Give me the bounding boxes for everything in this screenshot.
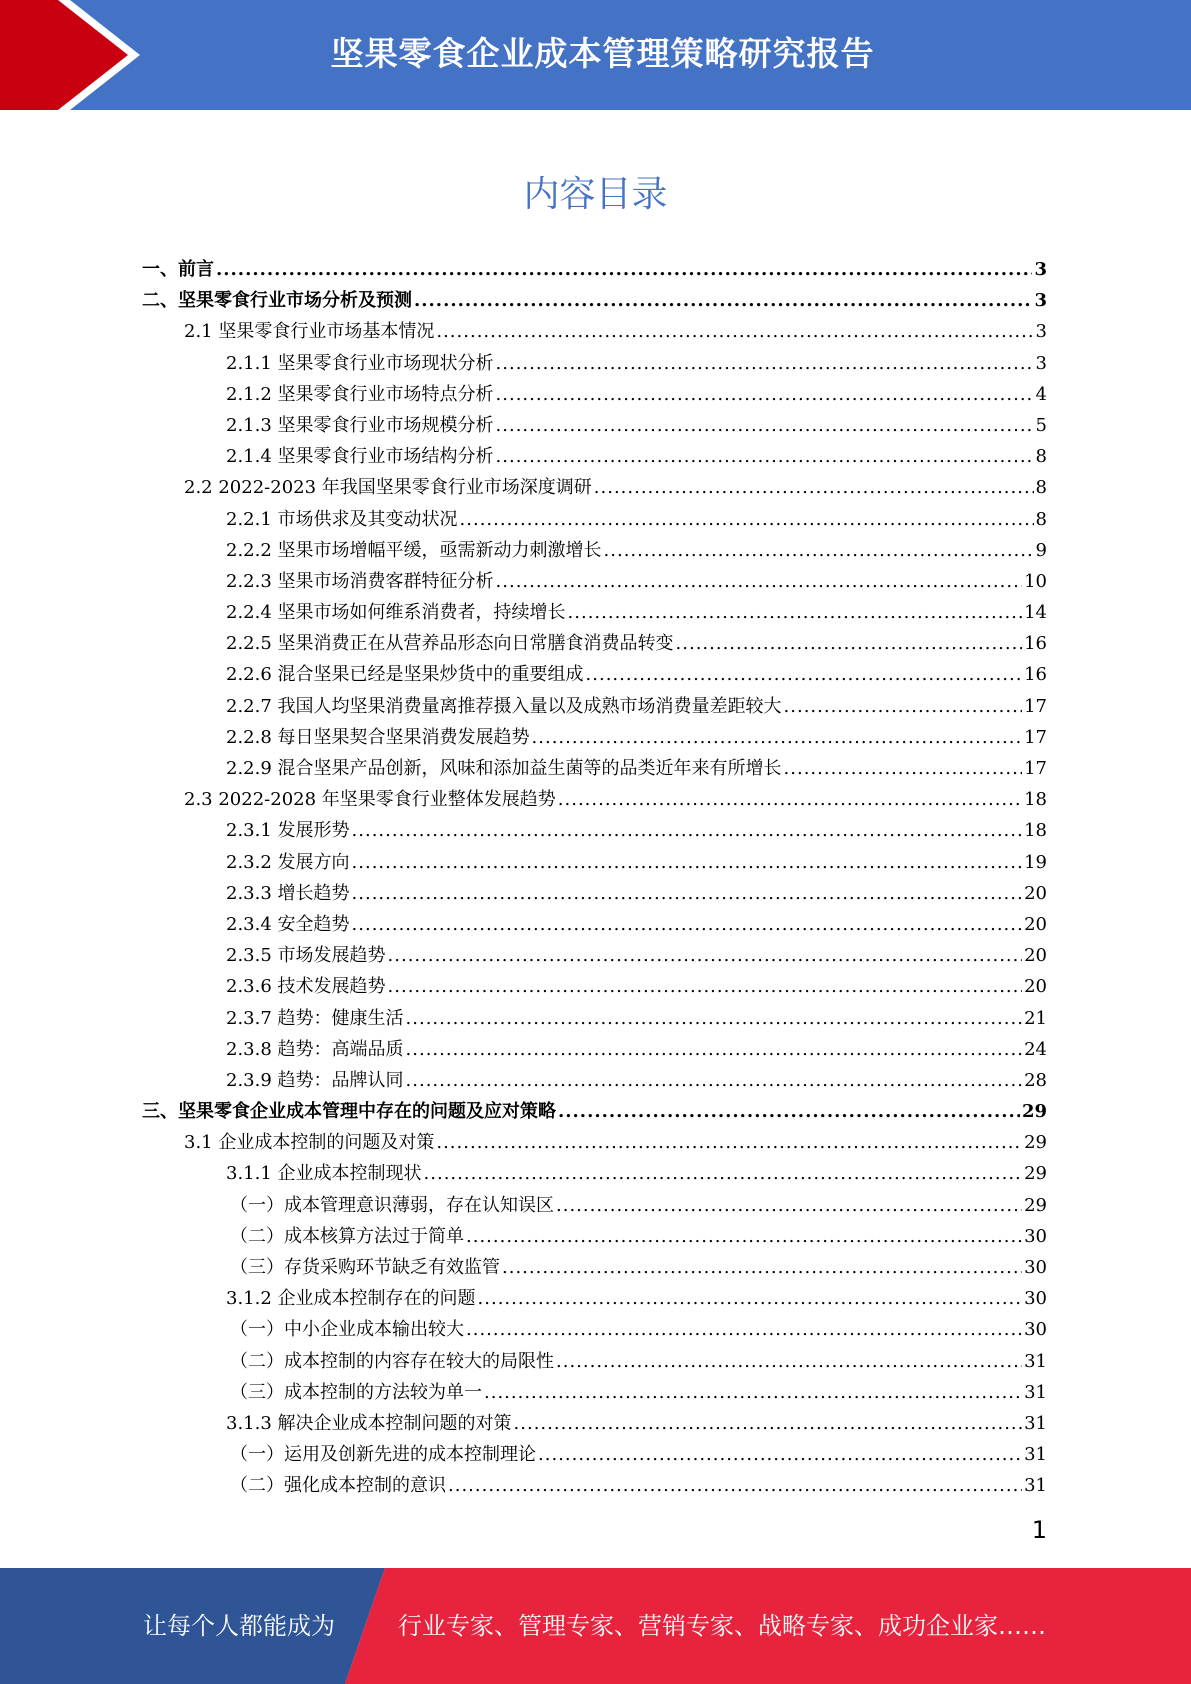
toc-entry-label: （二）成本核算方法过于简单: [230, 1225, 464, 1247]
toc-entry-label: （二）成本控制的内容存在较大的局限性: [230, 1350, 554, 1372]
toc-entry-page: 29: [1021, 1101, 1047, 1123]
toc-entry-label: 2.3.8 趋势：高端品质: [226, 1038, 404, 1060]
toc-entry-label: 2.1.3 坚果零食行业市场规模分析: [226, 414, 494, 436]
toc-entry-label: 2.3.7 趋势：健康生活: [226, 1007, 404, 1029]
toc-entry[interactable]: [142, 1346, 1047, 1377]
toc-entry-page: 16: [1024, 664, 1047, 686]
toc-entry-page: 10: [1024, 570, 1047, 592]
toc-entry[interactable]: [142, 1408, 1047, 1439]
toc-dot-leader: [466, 1314, 1022, 1345]
toc-dot-leader: [460, 504, 1034, 535]
toc-entry-page: 29: [1024, 1194, 1047, 1216]
toc-entry[interactable]: [142, 1127, 1047, 1158]
toc-entry[interactable]: [142, 535, 1047, 566]
toc-entry-label: 2.2.4 坚果市场如何维系消费者，持续增长: [226, 602, 566, 624]
toc-dot-leader: [478, 1283, 1023, 1314]
toc-entry[interactable]: [142, 628, 1047, 659]
toc-entry[interactable]: [142, 1221, 1047, 1252]
toc-entry[interactable]: [142, 441, 1047, 472]
toc-entry-label: 2.2.2 坚果市场增幅平缓，亟需新动力刺激增长: [226, 539, 602, 561]
toc-entry[interactable]: [142, 878, 1047, 909]
toc-entry-page: 29: [1024, 1132, 1047, 1154]
toc-dot-leader: [352, 847, 1023, 878]
toc-entry-label: 一、前言: [142, 259, 214, 280]
toc-entry[interactable]: [142, 410, 1047, 441]
toc-entry-page: 8: [1035, 446, 1047, 468]
toc-dot-leader: [538, 1439, 1022, 1470]
toc-entry-label: 3.1 企业成本控制的问题及对策: [184, 1132, 435, 1154]
toc-entry[interactable]: [142, 566, 1047, 597]
toc-dot-leader: [556, 1346, 1022, 1377]
toc-entry[interactable]: [142, 316, 1047, 347]
table-of-contents: [142, 254, 1047, 1502]
footer-banner: [0, 1568, 1191, 1684]
toc-entry-page: 4: [1035, 383, 1047, 405]
toc-entry-page: 5: [1035, 414, 1047, 436]
toc-entry[interactable]: [142, 784, 1047, 815]
toc-dot-leader: [406, 1065, 1023, 1096]
toc-entry[interactable]: [142, 940, 1047, 971]
toc-entry-page: 31: [1024, 1381, 1047, 1403]
toc-dot-leader: [604, 535, 1034, 566]
toc-dot-leader: [496, 410, 1034, 441]
toc-entry-page: 17: [1024, 726, 1047, 748]
toc-dot-leader: [676, 628, 1023, 659]
toc-entry-label: 2.3.1 发展形势: [226, 820, 350, 842]
toc-entry-page: 20: [1024, 913, 1047, 935]
toc-entry[interactable]: [142, 971, 1047, 1002]
toc-entry-label: 2.3.6 技术发展趋势: [226, 976, 386, 998]
toc-entry-page: 20: [1024, 882, 1047, 904]
toc-dot-leader: [558, 784, 1022, 815]
toc-entry-page: 20: [1024, 945, 1047, 967]
toc-entry-page: 8: [1035, 508, 1047, 530]
toc-entry-page: 30: [1024, 1288, 1047, 1310]
toc-entry[interactable]: [142, 348, 1047, 379]
toc-dot-leader: [388, 940, 1023, 971]
toc-entry[interactable]: [142, 597, 1047, 628]
toc-entry-label: （二）强化成本控制的意识: [230, 1475, 446, 1497]
toc-dot-leader: [502, 1252, 1022, 1283]
toc-dot-leader: [352, 878, 1023, 909]
toc-entry[interactable]: [142, 1034, 1047, 1065]
toc-entry-label: （一）中小企业成本输出较大: [230, 1319, 464, 1341]
toc-dot-leader: [496, 379, 1034, 410]
toc-entry-page: 31: [1024, 1412, 1047, 1434]
toc-entry-page: 16: [1024, 633, 1047, 655]
toc-dot-leader: [424, 1158, 1023, 1189]
toc-entry-page: 31: [1024, 1444, 1047, 1466]
toc-entry[interactable]: [142, 1065, 1047, 1096]
toc-dot-leader: [352, 815, 1023, 846]
toc-dot-leader: [414, 285, 1032, 316]
toc-entry-page: 9: [1035, 539, 1047, 561]
toc-entry-label: 2.3.5 市场发展趋势: [226, 945, 386, 967]
toc-entry-page: 31: [1024, 1350, 1047, 1372]
toc-entry-label: 2.3.4 安全趋势: [226, 913, 350, 935]
toc-entry[interactable]: [142, 753, 1047, 784]
toc-entry-page: 18: [1024, 789, 1047, 811]
toc-dot-leader: [436, 316, 1033, 347]
toc-entry[interactable]: [142, 1314, 1047, 1345]
toc-dot-leader: [556, 1190, 1022, 1221]
toc-entry-page: 29: [1024, 1163, 1047, 1185]
footer-slogan-right: 行业专家、管理专家、营销专家、战略专家、成功企业家……: [398, 1612, 1046, 1640]
toc-entry[interactable]: [142, 909, 1047, 940]
toc-entry-page: 3: [1035, 321, 1047, 343]
toc-entry-label: 2.1.4 坚果零食行业市场结构分析: [226, 446, 494, 468]
toc-entry-label: 2.3.9 趋势：品牌认同: [226, 1069, 404, 1091]
toc-entry-page: 31: [1024, 1475, 1047, 1497]
toc-dot-leader: [466, 1221, 1022, 1252]
toc-dot-leader: [388, 971, 1023, 1002]
toc-entry-label: 2.3.3 增长趋势: [226, 882, 350, 904]
toc-entry-page: 28: [1024, 1069, 1047, 1091]
toc-dot-leader: [496, 441, 1034, 472]
toc-entry-label: 3.1.1 企业成本控制现状: [226, 1163, 422, 1185]
toc-dot-leader: [496, 566, 1023, 597]
toc-entry-page: 30: [1024, 1319, 1047, 1341]
toc-entry-page: 30: [1024, 1225, 1047, 1247]
toc-dot-leader: [532, 722, 1023, 753]
toc-entry-label: 2.2.8 每日坚果契合坚果消费发展趋势: [226, 726, 530, 748]
toc-entry-page: 20: [1024, 976, 1047, 998]
toc-entry-label: 二、坚果零食行业市场分析及预测: [142, 290, 412, 312]
toc-dot-leader: [352, 909, 1023, 940]
toc-entry-label: 2.3 2022-2028 年坚果零食行业整体发展趋势: [184, 789, 556, 811]
toc-entry[interactable]: [142, 254, 1047, 285]
toc-entry-label: 2.3.2 发展方向: [226, 851, 350, 873]
toc-entry-label: 3.1.2 企业成本控制存在的问题: [226, 1288, 476, 1310]
toc-dot-leader: [594, 472, 1034, 503]
toc-entry[interactable]: [142, 722, 1047, 753]
toc-entry-label: 2.2.5 坚果消费正在从营养品形态向日常膳食消费品转变: [226, 633, 674, 655]
toc-entry-label: 2.2.3 坚果市场消费客群特征分析: [226, 570, 494, 592]
toc-entry-label: 2.2 2022-2023 年我国坚果零食行业市场深度调研: [184, 477, 592, 499]
report-title: 坚果零食企业成本管理策略研究报告: [330, 34, 875, 73]
toc-entry-page: 30: [1024, 1257, 1047, 1278]
toc-heading: 内容目录: [523, 174, 668, 215]
toc-entry[interactable]: [142, 1190, 1047, 1221]
toc-dot-leader: [784, 691, 1023, 722]
toc-entry-label: （三）成本控制的方法较为单一: [230, 1381, 482, 1403]
page-number: 1: [1031, 1516, 1047, 1544]
toc-dot-leader: [586, 659, 1023, 690]
toc-entry-label: 2.2.1 市场供求及其变动状况: [226, 508, 458, 530]
toc-entry[interactable]: [142, 379, 1047, 410]
toc-entry[interactable]: [142, 1252, 1047, 1283]
toc-entry[interactable]: [142, 472, 1047, 503]
toc-entry[interactable]: [142, 285, 1047, 316]
toc-entry-label: 2.2.9 混合坚果产品创新，风味和添加益生菌等的品类近年来有所增长: [226, 758, 782, 779]
toc-entry-page: 14: [1024, 602, 1047, 624]
toc-entry[interactable]: [142, 1003, 1047, 1034]
toc-entry-page: 24: [1024, 1038, 1047, 1060]
toc-entry-page: 17: [1024, 758, 1047, 779]
toc-entry-page: 21: [1024, 1007, 1047, 1029]
toc-entry-label: （一）成本管理意识薄弱，存在认知误区: [230, 1194, 554, 1216]
toc-entry-page: 3: [1035, 352, 1047, 374]
toc-dot-leader: [216, 254, 1032, 285]
toc-dot-leader: [484, 1377, 1022, 1408]
toc-entry-page: 3: [1034, 290, 1047, 312]
toc-dot-leader: [558, 1096, 1020, 1127]
toc-entry-label: 2.1 坚果零食行业市场基本情况: [184, 321, 435, 343]
toc-entry-label: （一）运用及创新先进的成本控制理论: [230, 1444, 536, 1466]
toc-entry[interactable]: [142, 691, 1047, 722]
toc-entry-label: 3.1.3 解决企业成本控制问题的对策: [226, 1412, 512, 1434]
toc-dot-leader: [514, 1408, 1023, 1439]
toc-dot-leader: [436, 1127, 1022, 1158]
toc-entry-page: 19: [1024, 851, 1047, 873]
toc-entry[interactable]: [142, 1283, 1047, 1314]
toc-dot-leader: [568, 597, 1023, 628]
toc-entry[interactable]: [142, 847, 1047, 878]
toc-entry-page: 17: [1024, 695, 1047, 717]
toc-entry-page: 18: [1024, 820, 1047, 842]
toc-entry-label: 2.1.1 坚果零食行业市场现状分析: [226, 352, 494, 374]
toc-entry[interactable]: [142, 1158, 1047, 1189]
toc-entry[interactable]: [142, 1470, 1047, 1501]
header-banner: [0, 0, 1191, 110]
footer-slogan-left: 让每个人都能成为: [143, 1612, 335, 1640]
toc-entry[interactable]: [142, 504, 1047, 535]
toc-entry-label: 三、坚果零食企业成本管理中存在的问题及应对策略: [142, 1101, 556, 1123]
toc-entry-label: 2.2.7 我国人均坚果消费量离推荐摄入量以及成熟市场消费量差距较大: [226, 695, 782, 717]
toc-entry-page: 8: [1035, 477, 1047, 499]
toc-entry[interactable]: [142, 1439, 1047, 1470]
toc-entry[interactable]: [142, 1377, 1047, 1408]
toc-dot-leader: [406, 1003, 1023, 1034]
toc-dot-leader: [496, 348, 1034, 379]
toc-entry-label: （三）存货采购环节缺乏有效监管: [230, 1257, 500, 1278]
toc-entry[interactable]: [142, 659, 1047, 690]
toc-dot-leader: [784, 753, 1023, 784]
toc-dot-leader: [448, 1470, 1022, 1501]
toc-entry[interactable]: [142, 1096, 1047, 1127]
toc-dot-leader: [406, 1034, 1023, 1065]
toc-entry-page: 3: [1034, 259, 1047, 280]
toc-entry-label: 2.1.2 坚果零食行业市场特点分析: [226, 383, 494, 405]
toc-entry[interactable]: [142, 815, 1047, 846]
toc-entry-label: 2.2.6 混合坚果已经是坚果炒货中的重要组成: [226, 664, 584, 686]
